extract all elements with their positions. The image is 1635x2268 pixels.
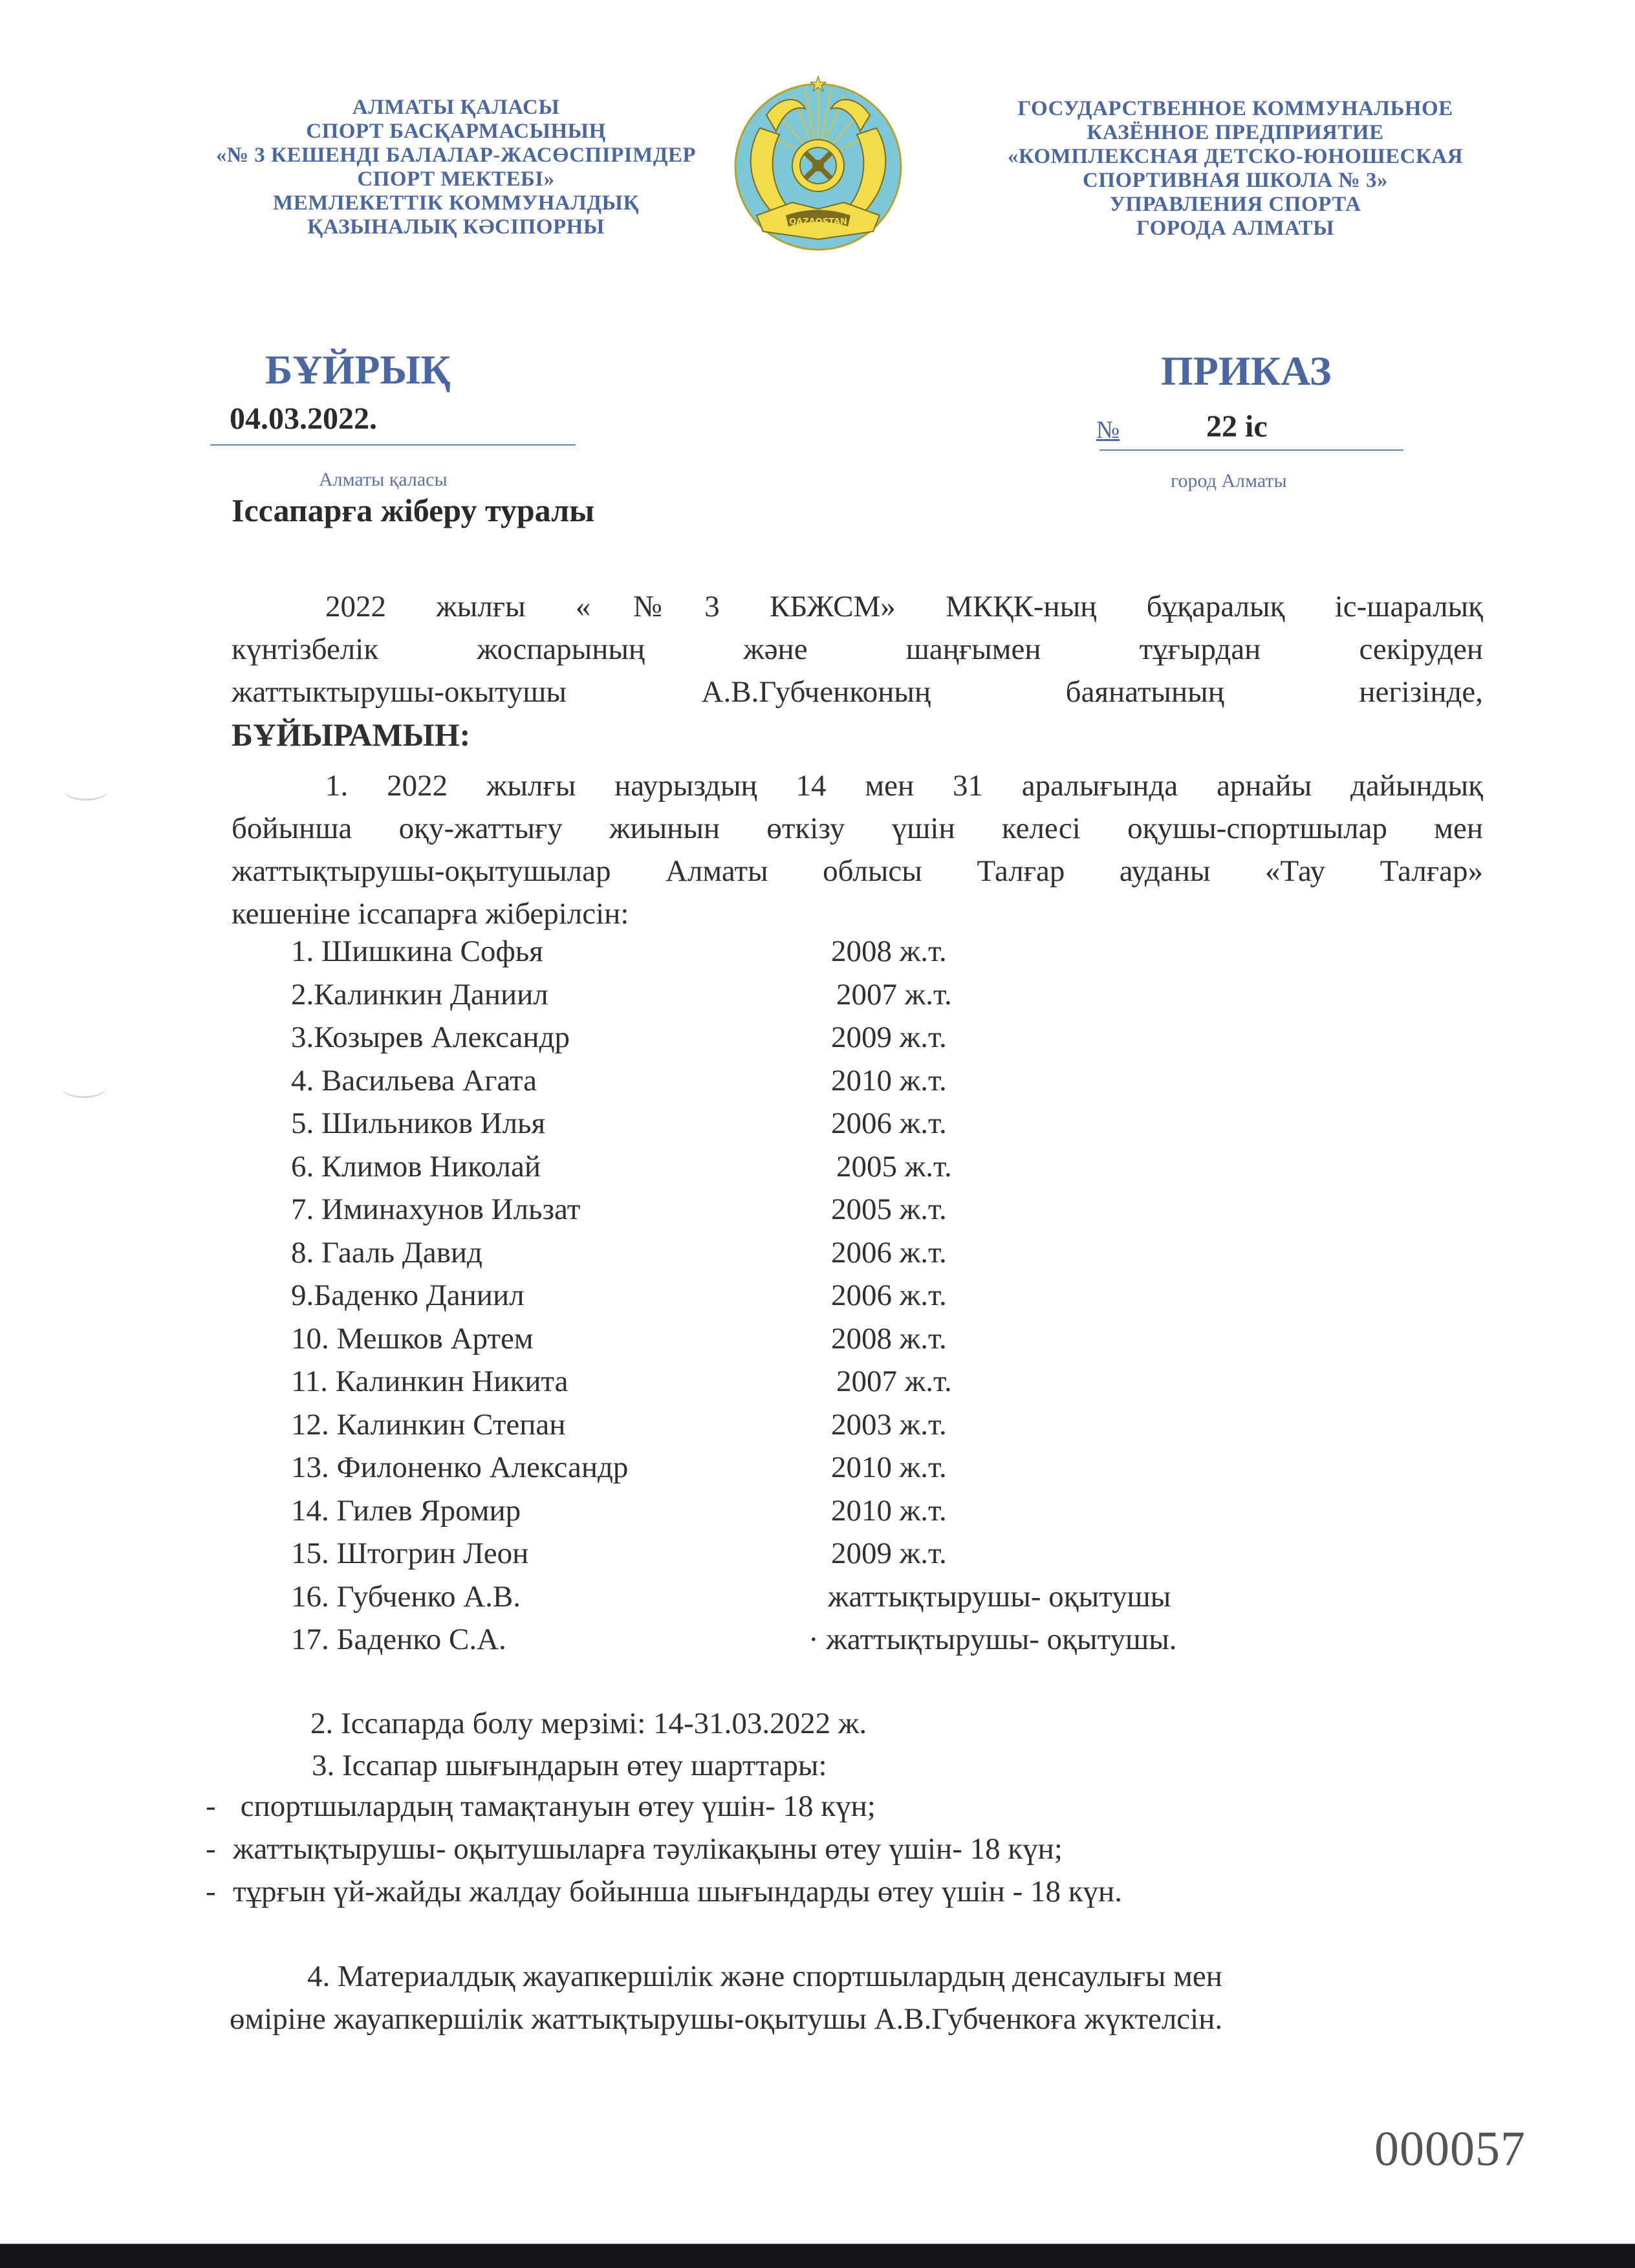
list-item: [291, 1102, 1326, 1145]
bullet-text: спортшылардың тамақтануын өтеу үшін- 18 күн;: [233, 1789, 876, 1823]
intro-line: 2022 жылғы «№3 КБЖСМ» МКҚК-ның бұқаралық іс-шаралық: [325, 590, 1483, 623]
paragraph-1: [232, 764, 1483, 935]
org-header-kz-line: СПОРТ БАСҚАРМАСЫНЫҢ: [306, 120, 606, 143]
expense-conditions-list: [206, 1785, 1499, 1913]
intro-line: жаттыктырушы-окытушы А.В.Губченконың баянатының негізінде,: [232, 675, 1483, 709]
order-number: 22 іс: [1206, 409, 1268, 444]
list-item: [291, 973, 1326, 1017]
participant-name: 2.Калинкин Даниил: [291, 977, 548, 1011]
list-item: [291, 1059, 1326, 1103]
list-item: [291, 1446, 1326, 1489]
list-item: [291, 1489, 1326, 1533]
org-header-ru-line: СПОРТИВНАЯ ШКОЛА № 3»: [1083, 169, 1388, 192]
emblem-label: QAZAQSTAN: [789, 217, 847, 227]
paragraph-4-line: өміріне жауапкершілік жаттықтырушы-оқытушы А.В.Губченкоға жүктелсін.: [230, 2002, 1223, 2036]
list-item: [206, 1870, 1499, 1913]
org-header-kz: [213, 96, 698, 239]
participant-birth-year: 2010 ж.т.: [831, 1493, 947, 1528]
paragraph-2: 2. Іссапарда болу мерзімі: 14-31.03.2022 ж.: [310, 1707, 867, 1740]
org-header-kz-line: МЕМЛЕКЕТТІК КОММУНАЛДЫҚ: [273, 191, 639, 215]
org-header-kz-line: СПОРТ МЕКТЕБІ»: [357, 167, 555, 191]
participant-birth-year: 2003 ж.т.: [831, 1407, 947, 1442]
participants-list: [291, 930, 1326, 1661]
order-directive: БҰЙЫРАМЫН:: [232, 717, 471, 753]
participant-name: 13. Филоненко Александр: [291, 1451, 629, 1484]
org-header-kz-line: ҚАЗЫНАЛЫҚ КӘСІПОРНЫ: [307, 215, 605, 239]
participant-name: 16. Губченко А.В.: [291, 1579, 521, 1614]
list-item: [291, 930, 1326, 973]
city-ru: город Алматы: [1171, 470, 1287, 491]
list-item: [291, 1403, 1326, 1447]
participant-birth-year: 2008 ж.т.: [831, 1321, 947, 1355]
kazakhstan-emblem-icon: [721, 70, 915, 264]
org-header-ru-line: УПРАВЛЕНИЯ СПОРТА: [1109, 193, 1361, 216]
participant-birth-year: 2007 ж.т.: [836, 977, 952, 1011]
participant-birth-year: 2009 ж.т.: [831, 1021, 947, 1054]
intro-line: күнтізбелік жоспарының және шаңғымен тұғырдан секіруден: [232, 632, 1483, 666]
org-header-kz-line: «№ 3 КЕШЕНДІ БАЛАЛАР-ЖАСӨСПІРІМДЕР: [215, 144, 697, 167]
participant-name: 3.Козырев Александр: [291, 1021, 570, 1054]
bullet-dash: -: [206, 1832, 216, 1866]
participant-name: 7. Иминахунов Ильзат: [291, 1193, 581, 1226]
org-header-ru: [970, 97, 1500, 241]
paragraph-1-line: кешеніне іссапарға жіберілсін:: [232, 897, 629, 931]
list-item: [291, 1618, 1326, 1661]
participant-birth-year: 2009 ж.т.: [831, 1537, 947, 1570]
participant-name: 9.Баденко Даниил: [291, 1279, 525, 1312]
list-item: [291, 1274, 1326, 1317]
paragraph-1-line: жаттықтырушы-оқытушылар Алматы облысы Талғар ауданы «Тау Талғар»: [232, 854, 1483, 888]
page-number: 000057: [1374, 2122, 1526, 2176]
participant-birth-year: 2006 ж.т.: [831, 1107, 947, 1140]
bullet-dash: -: [206, 1789, 216, 1823]
paragraph-3-heading: 3. Іссапар шығындарын өтеу шарттары:: [312, 1749, 827, 1782]
participant-role: жаттықтырушы- оқытушы: [828, 1579, 1171, 1614]
org-header-ru-line: КАЗЁННОЕ ПРЕДПРИЯТИЕ: [1087, 121, 1384, 144]
paragraph-1-line: бойынша оқу-жаттығу жиынын өткізу үшін келесі оқушы-спортшылар мен: [232, 812, 1483, 845]
list-item: [291, 1532, 1326, 1575]
org-header-kz-line: АЛМАТЫ ҚАЛАСЫ: [352, 96, 560, 119]
list-item: [291, 1360, 1326, 1403]
participant-birth-year: 2006 ж.т.: [831, 1279, 947, 1312]
participant-name: 4. Васильева Агата: [291, 1063, 537, 1097]
list-item: [291, 1317, 1326, 1361]
participant-birth-year: 2006 ж.т.: [831, 1235, 947, 1269]
participant-name: 14. Гилев Яромир: [291, 1493, 521, 1528]
bullet-dash: -: [206, 1875, 216, 1908]
order-title-kz: БҰЙРЫҚ: [265, 347, 451, 393]
scan-bottom-edge: [0, 2244, 1635, 2268]
participant-birth-year: 2005 ж.т.: [836, 1149, 952, 1183]
list-item: [291, 1575, 1326, 1619]
participant-name: 11. Калинкин Никита: [291, 1365, 568, 1398]
bullet-text: тұрғын үй-жайды жалдау бойынша шығындарды өтеу үшін - 18 күн.: [233, 1875, 1122, 1908]
punch-hole-mark: [61, 1077, 107, 1098]
number-sign: №: [1096, 416, 1120, 444]
participant-birth-year: 2010 ж.т.: [831, 1451, 947, 1484]
participant-name: 5. Шильников Илья: [291, 1107, 546, 1140]
participant-birth-year: 2008 ж.т.: [831, 934, 947, 968]
order-date: 04.03.2022.: [230, 402, 377, 436]
participant-birth-year: 2010 ж.т.: [831, 1063, 947, 1097]
date-underline: [210, 444, 576, 446]
paragraph-1-line: 1. 2022 жылғы наурыздың 14 мен 31 аралығында арнайы дайындық: [325, 769, 1483, 803]
participant-name: 12. Калинкин Степан: [291, 1407, 566, 1442]
participant-birth-year: 2005 ж.т.: [831, 1193, 947, 1226]
emblem-graphic: [721, 70, 915, 264]
list-item: [291, 1231, 1326, 1275]
org-header-ru-line: «КОМПЛЕКСНАЯ ДЕТСКО-ЮНОШЕСКАЯ: [1007, 145, 1464, 168]
org-header-ru-line: ГОРОДА АЛМАТЫ: [1136, 217, 1335, 240]
participant-name: 8. Гааль Давид: [291, 1235, 482, 1269]
participant-name: 10. Мешков Артем: [291, 1321, 534, 1355]
list-item: [291, 1016, 1326, 1059]
participant-name: 1. Шишкина Софья: [291, 934, 543, 968]
org-header-ru-line: ГОСУДАРСТВЕННОЕ КОММУНАЛЬНОЕ: [1017, 97, 1453, 120]
list-item: [206, 1785, 1499, 1828]
bullet-text: жаттықтырушы- оқытушыларға тәулікақыны өтеу үшін- 18 күн;: [233, 1832, 1063, 1866]
participant-name: 6. Климов Николай: [291, 1149, 541, 1183]
participant-birth-year: 2007 ж.т.: [836, 1365, 952, 1398]
order-title-ru: ПРИКАЗ: [1161, 348, 1332, 394]
list-item: [291, 1188, 1326, 1231]
paragraph-4: [230, 1955, 1222, 2040]
number-underline: [1099, 449, 1403, 451]
order-subject: Іссапарға жіберу туралы: [232, 492, 595, 528]
participant-name: 17. Баденко С.А.: [291, 1623, 506, 1656]
list-item: [291, 1145, 1326, 1189]
city-kz: Алматы қаласы: [319, 469, 448, 490]
punch-hole-mark: [63, 779, 109, 801]
participant-name: 15. Штогрин Леон: [291, 1537, 529, 1570]
paragraph-4-line: 4. Материалдық жауапкершілік және спортшылардың денсаулығы мен: [307, 1960, 1222, 1993]
list-item: [206, 1828, 1499, 1870]
participant-role: · жаттықтырушы- оқытушы.: [808, 1623, 1177, 1656]
intro-paragraph: [232, 585, 1483, 756]
